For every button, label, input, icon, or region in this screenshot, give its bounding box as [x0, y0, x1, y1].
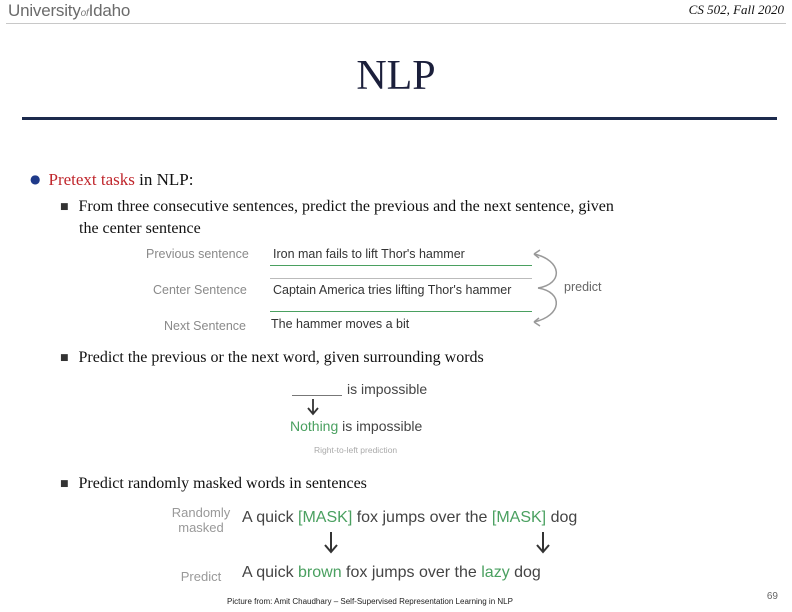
divider-center-top	[270, 278, 532, 279]
label-masked: masked	[178, 520, 224, 535]
label-randomly: Randomly	[171, 505, 231, 520]
square-bullet-icon: ■	[60, 202, 69, 212]
down-arrow-icon	[307, 398, 319, 416]
slide-title: NLP	[356, 53, 436, 99]
predicted-word-2: lazy	[481, 564, 510, 581]
page-number: 69	[766, 591, 778, 602]
mask-token-1: [MASK]	[298, 509, 353, 526]
down-arrow-icon	[536, 531, 550, 555]
underline-next	[270, 311, 532, 312]
sub-bullet-3-text: Predict randomly masked words in sentences	[78, 475, 367, 492]
sentence-center: Captain America tries lifting Thor's hammer	[273, 283, 512, 297]
underline-previous	[270, 265, 532, 266]
blank-line	[292, 395, 342, 396]
picture-credit: Picture from: Amit Chaudhary – Self-Supervised Representation Learning in NLP	[227, 597, 513, 606]
bullet-rest: in NLP:	[134, 170, 194, 189]
predicted-part-1: A quick	[242, 564, 299, 581]
filled-sentence	[290, 418, 422, 434]
header-divider	[6, 23, 786, 24]
label-center: Center Sentence	[153, 283, 247, 297]
sub-bullet-2	[60, 349, 484, 367]
sub-bullet-2-text: Predict the previous or the next word, given surrounding words	[78, 349, 484, 366]
predicted-word: Nothing	[290, 418, 339, 434]
masked-part-3: dog	[546, 509, 578, 526]
bullet-dot-icon: ●	[30, 172, 41, 186]
predicted-part-3: dog	[509, 564, 541, 581]
square-bullet-icon: ■	[60, 353, 69, 363]
masked-word-diagram	[160, 504, 620, 589]
sub-bullet-1	[60, 198, 614, 216]
logo-of: of	[80, 8, 89, 19]
masked-part-1: A quick	[242, 509, 299, 526]
sentence-previous: Iron man fails to lift Thor's hammer	[273, 247, 465, 261]
label-previous: Previous sentence	[146, 247, 249, 261]
word-prediction-diagram	[286, 378, 446, 458]
filled-sentence-rest: is impossible	[342, 418, 423, 434]
bullet-highlight: Pretext tasks	[48, 170, 135, 189]
predict-label: predict	[564, 280, 602, 294]
label-next: Next Sentence	[164, 319, 246, 333]
logo-university: University	[8, 1, 81, 20]
blank-sentence-rest: is impossible	[347, 381, 428, 397]
sentence-prediction-diagram	[140, 238, 620, 338]
mask-token-2: [MASK]	[491, 509, 547, 526]
square-bullet-icon: ■	[60, 479, 69, 489]
right-to-left-caption: Right-to-left prediction	[314, 445, 398, 455]
main-bullet	[30, 170, 193, 190]
masked-part-2: fox jumps over the	[352, 509, 492, 526]
title-divider	[22, 117, 777, 120]
predicted-sentence	[242, 564, 541, 582]
sub-bullet-1-continuation: the center sentence	[79, 220, 201, 237]
masked-sentence	[242, 509, 577, 527]
logo-idaho: Idaho	[88, 1, 131, 20]
predicted-part-2: fox jumps over the	[341, 564, 482, 581]
sub-bullet-1-text: From three consecutive sentences, predict the previous and the next sentence, given	[78, 198, 614, 215]
sub-bullet-3	[60, 475, 367, 493]
university-logo	[8, 1, 130, 21]
label-predict: Predict	[180, 569, 222, 584]
sentence-next: The hammer moves a bit	[271, 317, 410, 331]
course-label: CS 502, Fall 2020	[688, 2, 784, 17]
predicted-word-1: brown	[298, 564, 342, 581]
label-randomly-masked	[164, 505, 238, 535]
down-arrow-icon	[324, 531, 338, 555]
